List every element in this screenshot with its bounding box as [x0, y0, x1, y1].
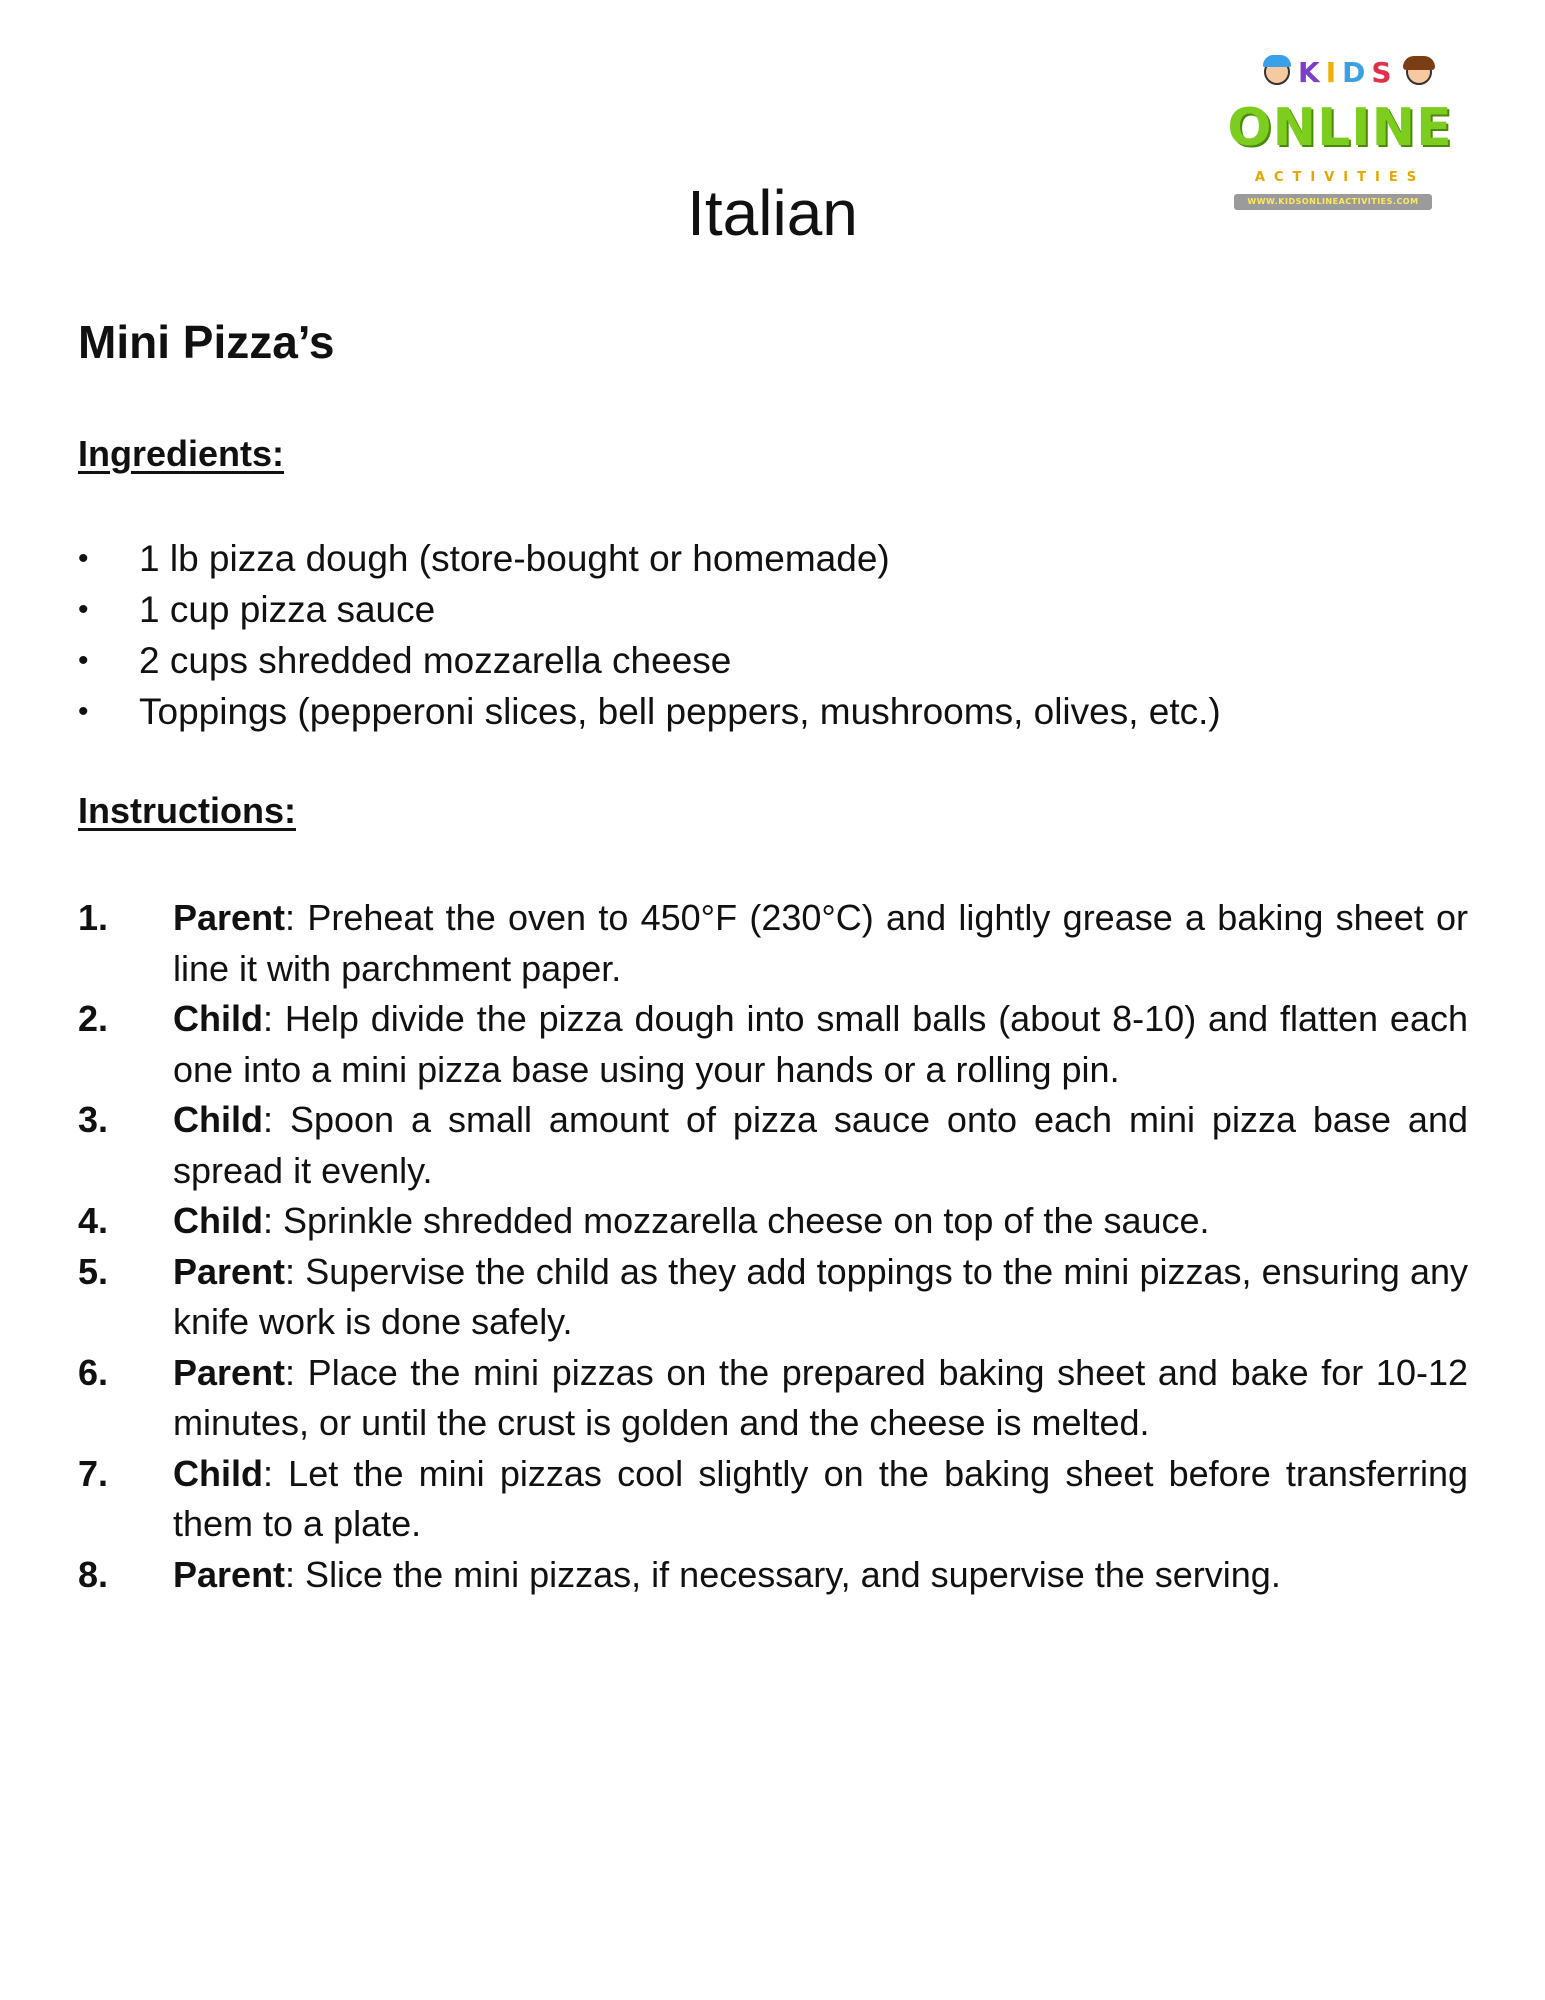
instruction-step [78, 994, 1468, 1095]
logo-kids-letter: D [1342, 55, 1372, 89]
instruction-step [78, 1196, 1468, 1247]
step-text: : Sprinkle shredded mozzarella cheese on top of the sauce. [262, 1200, 1210, 1241]
instructions-heading: Instructions: [78, 790, 297, 831]
step-role: Parent [173, 1553, 286, 1595]
step-number: 2. [78, 998, 109, 1039]
ingredient-text: 2 cups shredded mozzarella cheese [139, 640, 732, 681]
step-number: 8. [78, 1553, 109, 1595]
ingredients-list [78, 536, 1478, 740]
step-role: Child [173, 1099, 263, 1140]
recipe-title: Mini Pizza’s [78, 316, 335, 368]
step-role: Child [173, 1200, 263, 1241]
step-number: 6. [78, 1351, 109, 1393]
step-number: 4. [78, 1200, 109, 1241]
instruction-step [78, 893, 1468, 994]
ingredient-text: 1 cup pizza sauce [139, 589, 436, 630]
instruction-step [78, 1449, 1468, 1550]
step-number: 3. [78, 1099, 109, 1140]
step-text: : Let the mini pizzas cool slightly on the baking sheet before transferring them to a plate. [173, 1452, 1468, 1544]
logo-activities-text: ACTIVITIES [1254, 170, 1426, 185]
step-text: : Slice the mini pizzas, if necessary, and supervise the serving. [285, 1553, 1281, 1595]
ingredient-text: Toppings (pepperoni slices, bell peppers, mushrooms, olives, etc.) [139, 691, 1221, 732]
step-text: : Spoon a small amount of pizza sauce onto each mini pizza base and spread it evenly. [173, 1099, 1468, 1191]
instruction-step [78, 1095, 1468, 1196]
boy-face-icon [1264, 59, 1290, 85]
ingredient-item [78, 638, 1478, 689]
logo-online-text: ONLINE [1227, 98, 1453, 158]
instruction-step [78, 1247, 1468, 1348]
logo-kids-text [1298, 56, 1398, 89]
step-role: Child [173, 1452, 263, 1494]
page-title: Italian [687, 177, 858, 249]
logo-kids-letter: K [1298, 55, 1326, 89]
step-role: Parent [173, 1250, 286, 1292]
step-role: Parent [173, 897, 286, 938]
girl-face-icon [1406, 59, 1432, 85]
bullet-icon: • [78, 695, 89, 728]
step-number: 7. [78, 1452, 109, 1494]
bullet-icon: • [78, 593, 89, 626]
bullet-icon: • [78, 644, 89, 677]
step-number: 5. [78, 1250, 109, 1292]
ingredient-text: 1 lb pizza dough (store-bought or homemade) [139, 538, 890, 579]
logo-kids-letter: S [1371, 55, 1398, 89]
step-text: : Place the mini pizzas on the prepared baking sheet and bake for 10-12 minutes, or until the crust is golden and the cheese is melted. [173, 1351, 1468, 1443]
bullet-icon: • [78, 542, 89, 575]
step-text: : Help divide the pizza dough into small balls (about 8-10) and flatten each one into a mini pizza base using your hands or a rolling pin. [173, 998, 1468, 1090]
logo-kids-row [1264, 52, 1432, 92]
step-number: 1. [78, 897, 109, 938]
step-text: : Supervise the child as they add toppings to the mini pizzas, ensuring any knife work is done safely. [173, 1250, 1468, 1342]
logo-kids-letter: I [1325, 55, 1343, 89]
instructions-list [78, 893, 1468, 1600]
ingredient-item [78, 536, 1478, 587]
logo-url: WWW.KIDSONLINEACTIVITIES.COM [1234, 194, 1432, 210]
step-text: : Preheat the oven to 450°F (230°C) and lightly grease a baking sheet or line it with parchment paper. [173, 897, 1468, 989]
instruction-step [78, 1348, 1468, 1449]
instruction-step [78, 1550, 1468, 1601]
ingredient-item [78, 689, 1478, 740]
ingredient-item [78, 587, 1478, 638]
step-role: Parent [173, 1351, 286, 1393]
step-role: Child [173, 998, 263, 1039]
ingredients-heading: Ingredients: [78, 433, 285, 474]
